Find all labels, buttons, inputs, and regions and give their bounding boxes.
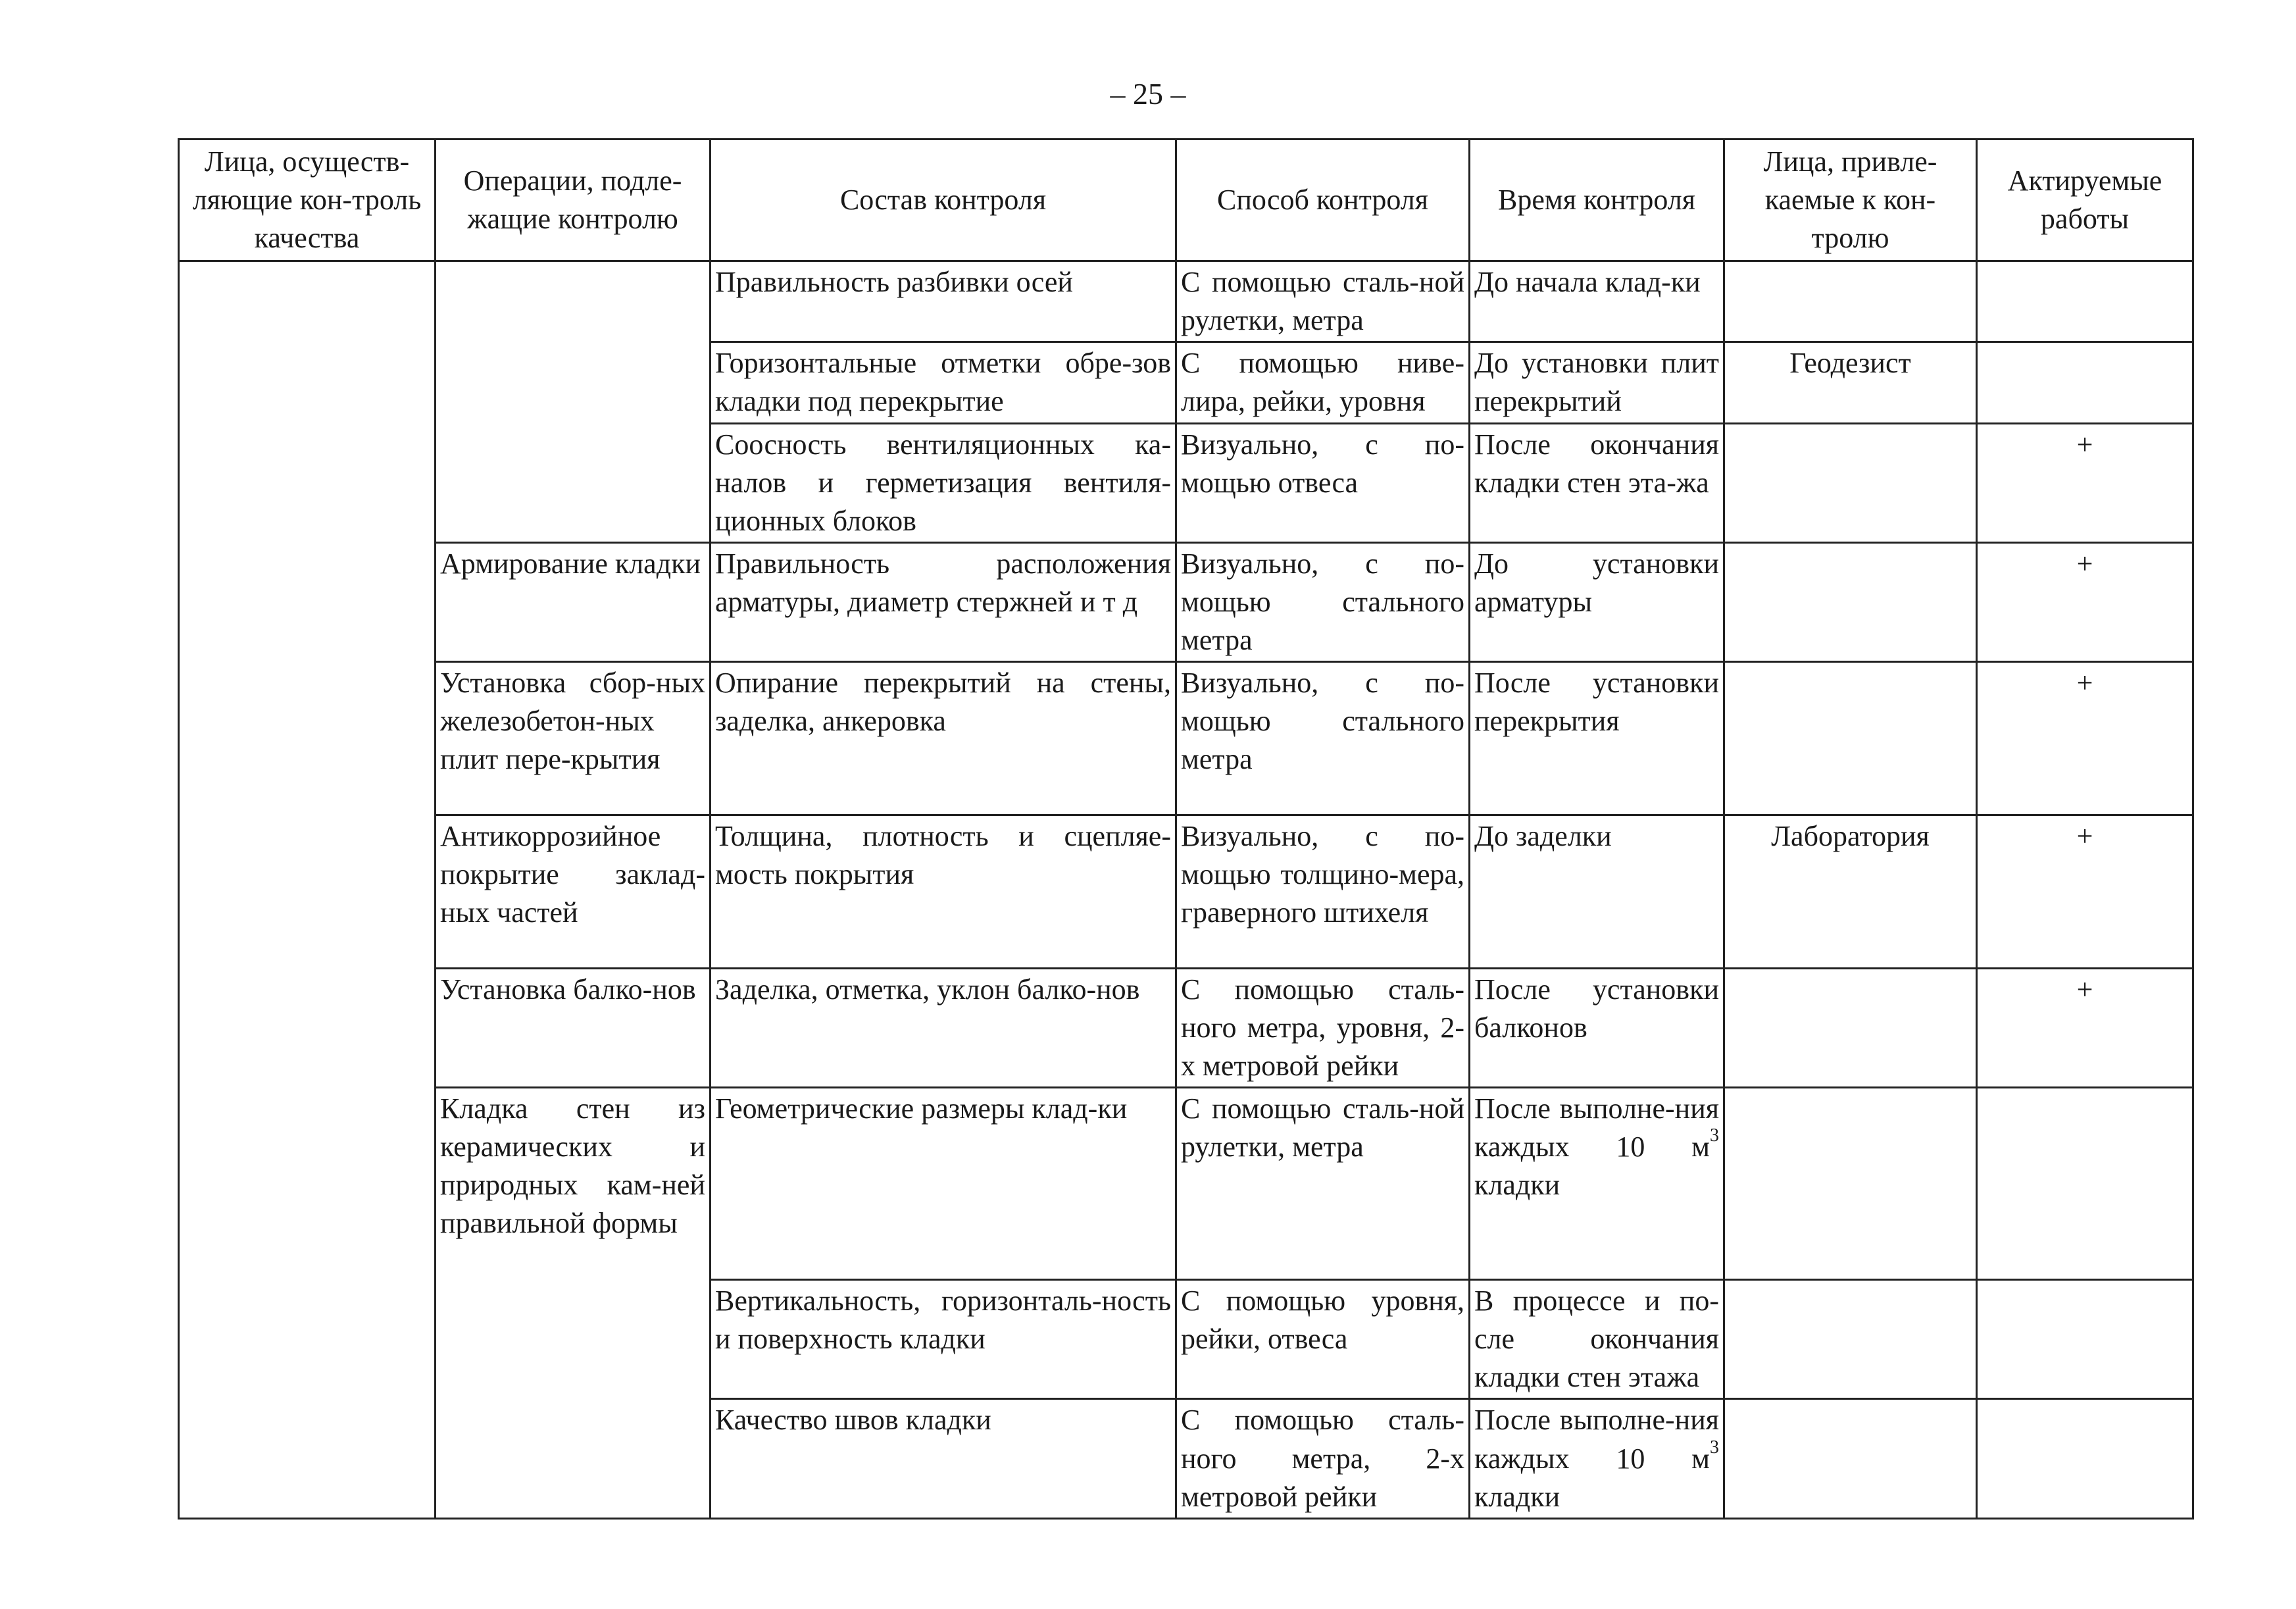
time-cell: После окончания кладки стен эта-жа xyxy=(1470,423,1724,542)
composition-cell: Толщина, плотность и сцепляе-мость покрытия xyxy=(711,815,1176,969)
composition-cell: Заделка, отметка, уклон балко-нов xyxy=(711,969,1176,1088)
operation-cell: Армирование кладки xyxy=(436,542,711,661)
act-cell xyxy=(1977,1088,2193,1280)
operation-cell: Кладка стен из керамических и природных кам-ней правильной формы xyxy=(436,1088,711,1518)
cubic-superscript: 3 xyxy=(1710,1125,1719,1146)
method-cell: Визуально, с по-мощью стального метра xyxy=(1176,542,1470,661)
header-composition: Состав контроля xyxy=(711,140,1176,261)
method-cell: Визуально, с по-мощью отвеса xyxy=(1176,423,1470,542)
involved-cell xyxy=(1724,1088,1977,1280)
operation-cell xyxy=(436,261,711,543)
header-persons: Лица, осуществ-ляющие кон-троль качества xyxy=(179,140,436,261)
involved-cell xyxy=(1724,261,1977,342)
time-cell: После установки балконов xyxy=(1470,969,1724,1088)
method-cell: С помощью сталь-ной рулетки, метра xyxy=(1176,1088,1470,1280)
time-cell: До начала клад-ки xyxy=(1470,261,1724,342)
cubic-superscript: 3 xyxy=(1710,1437,1719,1458)
operation-cell: Установка сбор-ных железобетон-ных плит пере-крытия xyxy=(436,662,711,815)
method-cell: С помощью сталь-ного метра, уровня, 2-х метровой рейки xyxy=(1176,969,1470,1088)
act-cell: + xyxy=(1977,815,2193,969)
act-cell: + xyxy=(1977,423,2193,542)
method-cell: С помощью сталь-ного метра, 2-х метровой рейки xyxy=(1176,1399,1470,1518)
operation-cell: Установка балко-нов xyxy=(436,969,711,1088)
composition-cell: Правильность разбивки осей xyxy=(711,261,1176,342)
act-cell: + xyxy=(1977,662,2193,815)
time-cell: После установки перекрытия xyxy=(1470,662,1724,815)
page-number: – 25 – xyxy=(1110,77,1186,111)
involved-cell xyxy=(1724,662,1977,815)
table-row xyxy=(179,1088,2193,1280)
time-cell: В процессе и по-сле окончания кладки стен этажа xyxy=(1470,1280,1724,1399)
time-tail-text: кладки xyxy=(1474,1480,1560,1513)
act-cell xyxy=(1977,342,2193,423)
header-acts: Актируемые работы xyxy=(1977,140,2193,261)
involved-cell xyxy=(1724,969,1977,1088)
header-method: Способ контроля xyxy=(1176,140,1470,261)
time-cell xyxy=(1470,1399,1724,1518)
table-header-row xyxy=(179,140,2193,261)
method-cell: С помощью нивe-лира, рейки, уровня xyxy=(1176,342,1470,423)
involved-cell: Геодезист xyxy=(1724,342,1977,423)
time-cell: До заделки xyxy=(1470,815,1724,969)
time-tail-text: кладки xyxy=(1474,1169,1560,1202)
table-row xyxy=(179,542,2193,661)
composition-cell: Горизонтальные отметки обре-зов кладки под перекрытие xyxy=(711,342,1176,423)
header-involved: Лица, привле-каемые к кон-тролю xyxy=(1724,140,1977,261)
involved-cell xyxy=(1724,542,1977,661)
composition-cell: Соосность вентиляционных ка-налов и герметизация вентиля-ционных блоков xyxy=(711,423,1176,542)
method-cell: С помощью сталь-ной рулетки, метра xyxy=(1176,261,1470,342)
composition-cell: Вертикальность, горизонталь-ность и поверхность кладки xyxy=(711,1280,1176,1399)
operation-cell: Антикоррозийное покрытие заклад-ных частей xyxy=(436,815,711,969)
method-cell: Визуально, с по-мощью стального метра xyxy=(1176,662,1470,815)
composition-cell: Геометрические размеры клад-ки xyxy=(711,1088,1176,1280)
time-text: После выполне-ния каждых 10 м xyxy=(1474,1092,1719,1163)
involved-cell xyxy=(1724,423,1977,542)
act-cell xyxy=(1977,261,2193,342)
table-row xyxy=(179,969,2193,1088)
time-text: После выполне-ния каждых 10 м xyxy=(1474,1404,1719,1475)
act-cell: + xyxy=(1977,969,2193,1088)
composition-cell: Качество швов кладки xyxy=(711,1399,1176,1518)
table-row xyxy=(179,261,2193,342)
quality-control-table xyxy=(178,138,2194,1520)
persons-cell xyxy=(179,261,436,1518)
method-cell: Визуально, с по-мощью толщино-мера, граверного штихеля xyxy=(1176,815,1470,969)
header-operations: Операции, подле-жащие контролю xyxy=(436,140,711,261)
header-time: Время контроля xyxy=(1470,140,1724,261)
table-row xyxy=(179,815,2193,969)
time-cell: До установки арматуры xyxy=(1470,542,1724,661)
act-cell: + xyxy=(1977,542,2193,661)
time-cell xyxy=(1470,1088,1724,1280)
method-cell: С помощью уровня, рейки, отвеса xyxy=(1176,1280,1470,1399)
composition-cell: Правильность расположения арматуры, диаметр стержней и т д xyxy=(711,542,1176,661)
involved-cell: Лаборатория xyxy=(1724,815,1977,969)
act-cell xyxy=(1977,1280,2193,1399)
involved-cell xyxy=(1724,1280,1977,1399)
table-row xyxy=(179,662,2193,815)
time-cell: До установки плит перекрытий xyxy=(1470,342,1724,423)
involved-cell xyxy=(1724,1399,1977,1518)
act-cell xyxy=(1977,1399,2193,1518)
composition-cell: Опирание перекрытий на стены, заделка, анкеровка xyxy=(711,662,1176,815)
